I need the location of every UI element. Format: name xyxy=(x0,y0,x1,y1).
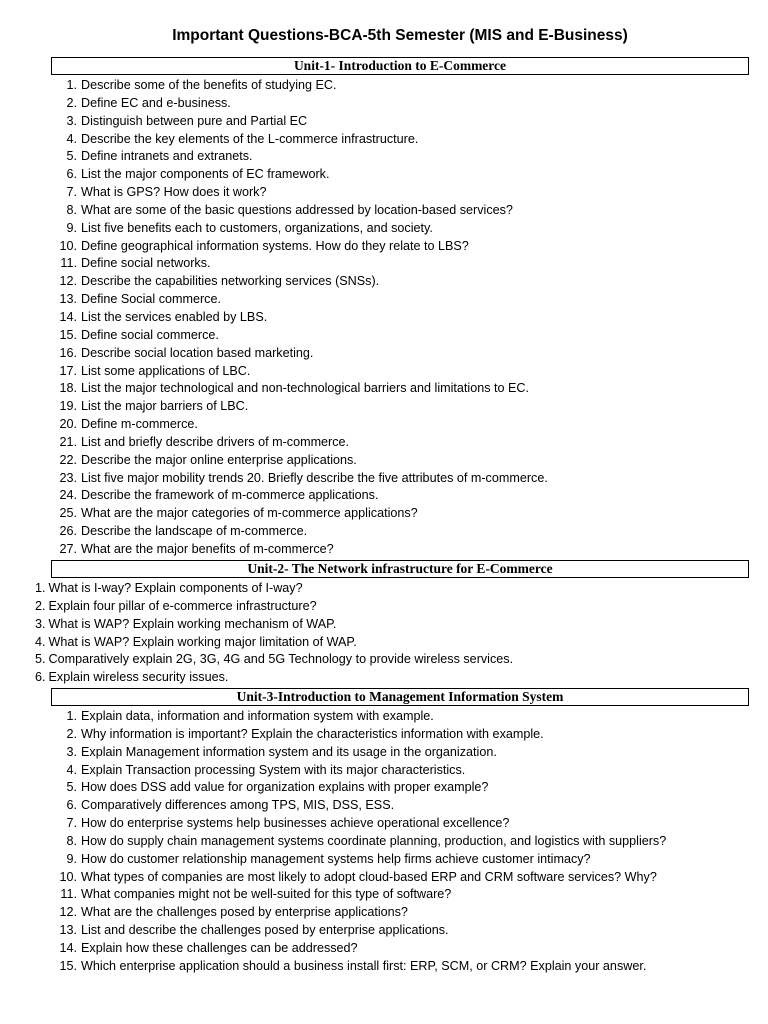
question-number: 5. xyxy=(66,780,77,795)
question-text: How do supply chain management systems coordinate planning, production, and logistics with suppliers? xyxy=(81,833,667,848)
question-text: List the major technological and non-technological barriers and limitations to EC. xyxy=(81,381,530,396)
question-text: List some applications of LBC. xyxy=(81,363,251,378)
question-number: 3. xyxy=(35,616,46,631)
question-number: 25. xyxy=(59,506,77,521)
question-number: 4. xyxy=(66,762,77,777)
question-text: What is I-way? Explain components of I-way? xyxy=(48,581,303,595)
question-text: What is WAP? Explain working mechanism of WAP. xyxy=(48,616,337,631)
question-number: 8. xyxy=(66,833,77,848)
question-number: 24. xyxy=(59,488,77,503)
question-text: What is GPS? How does it work? xyxy=(81,185,267,200)
question-text: Explain how these challenges can be addressed? xyxy=(81,940,358,955)
unit-2-heading: Unit-2- The Network infrastructure for E-Commerce xyxy=(51,560,749,578)
question-text: List and briefly describe drivers of m-commerce. xyxy=(81,434,350,449)
question-text: How does DSS add value for organization explains with proper example? xyxy=(81,780,489,795)
question-text: Define m-commerce. xyxy=(81,417,198,432)
question-number: 22. xyxy=(59,452,77,467)
question-number: 18. xyxy=(59,381,77,396)
question-text: Define intranets and extranets. xyxy=(81,149,253,164)
question-number: 7. xyxy=(66,185,77,200)
question-item xyxy=(35,651,513,669)
question-number: 9. xyxy=(66,220,77,235)
question-number: 12. xyxy=(59,905,77,920)
question-number: 6. xyxy=(66,798,77,813)
question-text: Describe the landscape of m-commerce. xyxy=(81,524,308,539)
question-number: 7. xyxy=(66,816,77,831)
question-number: 14. xyxy=(59,309,77,324)
question-text: Define Social commerce. xyxy=(81,292,221,307)
question-number: 26. xyxy=(59,524,77,539)
question-number: 13. xyxy=(59,923,77,938)
question-text: Distinguish between pure and Partial EC xyxy=(81,113,308,128)
question-number: 13. xyxy=(59,292,77,307)
question-text: What companies might not be well-suited for this type of software? xyxy=(81,887,452,902)
question-text: Define social commerce. xyxy=(81,327,219,342)
question-number: 3. xyxy=(66,744,77,759)
question-item xyxy=(35,616,513,634)
question-text: Explain data, information and information system with example. xyxy=(81,709,434,723)
question-number: 3. xyxy=(66,113,77,128)
question-item xyxy=(35,598,513,616)
question-text: How do enterprise systems help businesses achieve operational excellence? xyxy=(81,816,510,831)
unit-1-heading: Unit-1- Introduction to E-Commerce xyxy=(51,57,749,75)
question-number: 5. xyxy=(66,149,77,164)
question-item xyxy=(35,580,513,598)
question-number: 20. xyxy=(59,417,77,432)
question-text: Describe social location based marketing. xyxy=(81,345,314,360)
question-number: 1. xyxy=(66,78,77,92)
question-text: List and describe the challenges posed by enterprise applications. xyxy=(81,923,449,938)
question-text: Explain four pillar of e-commerce infrastructure? xyxy=(48,598,317,613)
question-number: 19. xyxy=(59,399,77,414)
question-text: What are the major categories of m-commerce applications? xyxy=(81,506,418,521)
question-number: 2. xyxy=(35,598,46,613)
question-text: How do customer relationship management systems help firms achieve customer intimacy? xyxy=(81,851,591,866)
question-text: Define geographical information systems. How do they relate to LBS? xyxy=(81,238,469,253)
question-number: 10. xyxy=(59,869,77,884)
question-text: Describe the major online enterprise applications. xyxy=(81,452,357,467)
unit-2-question-list xyxy=(35,580,513,687)
question-number: 11. xyxy=(60,887,77,902)
question-number: 17. xyxy=(59,363,77,378)
question-number: 4. xyxy=(35,634,46,649)
question-number: 8. xyxy=(66,202,77,217)
question-text: List five benefits each to customers, organizations, and society. xyxy=(81,220,433,235)
question-number: 21. xyxy=(59,434,77,449)
question-number: 2. xyxy=(66,95,77,110)
unit-3-heading: Unit-3-Introduction to Management Information System xyxy=(51,688,749,706)
question-text: Describe the framework of m-commerce applications. xyxy=(81,488,379,503)
question-text: Comparatively explain 2G, 3G, 4G and 5G Technology to provide wireless services. xyxy=(48,652,514,667)
question-text: What is WAP? Explain working major limitation of WAP. xyxy=(48,634,357,649)
question-number: 6. xyxy=(66,167,77,182)
question-number: 1. xyxy=(35,581,46,595)
question-text: What are the major benefits of m-commerce? xyxy=(81,541,334,556)
question-item xyxy=(35,634,513,652)
question-number: 23. xyxy=(59,470,77,485)
document-title: Important Questions-BCA-5th Semester (MIS and E-Business) xyxy=(172,27,628,44)
question-text: Define EC and e-business. xyxy=(81,95,231,110)
question-text: Explain Transaction processing System with its major characteristics. xyxy=(81,762,466,777)
question-text: Comparatively differences among TPS, MIS, DSS, ESS. xyxy=(81,798,395,813)
question-text: List the major components of EC framework. xyxy=(81,167,330,182)
question-text: List the services enabled by LBS. xyxy=(81,309,268,324)
question-number: 10. xyxy=(59,238,77,253)
question-text: Explain Management information system and its usage in the organization. xyxy=(81,744,497,759)
question-text: Describe the capabilities networking services (SNSs). xyxy=(81,274,380,289)
question-text: Which enterprise application should a business install first: ERP, SCM, or CRM? Explain your answer. xyxy=(81,958,647,973)
question-number: 6. xyxy=(35,670,46,685)
question-text: Describe some of the benefits of studying EC. xyxy=(81,78,337,92)
question-number: 15. xyxy=(59,327,77,342)
question-text: List the major barriers of LBC. xyxy=(81,399,249,414)
question-number: 27. xyxy=(59,541,77,556)
question-number: 14. xyxy=(59,940,77,955)
question-text: List five major mobility trends 20. Briefly describe the five attributes of m-commerce. xyxy=(81,470,548,485)
question-item xyxy=(35,669,513,687)
question-number: 2. xyxy=(66,726,77,741)
question-number: 16. xyxy=(59,345,77,360)
question-number: 11. xyxy=(60,256,77,271)
question-number: 4. xyxy=(66,131,77,146)
question-text: Define social networks. xyxy=(81,256,211,271)
question-text: Why information is important? Explain the characteristics information with example. xyxy=(81,726,544,741)
question-text: What are the challenges posed by enterprise applications? xyxy=(81,905,408,920)
question-text: Describe the key elements of the L-commerce infrastructure. xyxy=(81,131,419,146)
question-number: 9. xyxy=(66,851,77,866)
question-number: 5. xyxy=(35,652,46,667)
question-text: Explain wireless security issues. xyxy=(48,670,229,685)
question-text: What types of companies are most likely to adopt cloud-based ERP and CRM software services? Why? xyxy=(81,869,657,884)
question-number: 15. xyxy=(59,958,77,973)
question-number: 1. xyxy=(66,709,77,723)
question-number: 12. xyxy=(59,274,77,289)
question-text: What are some of the basic questions addressed by location-based services? xyxy=(81,202,513,217)
